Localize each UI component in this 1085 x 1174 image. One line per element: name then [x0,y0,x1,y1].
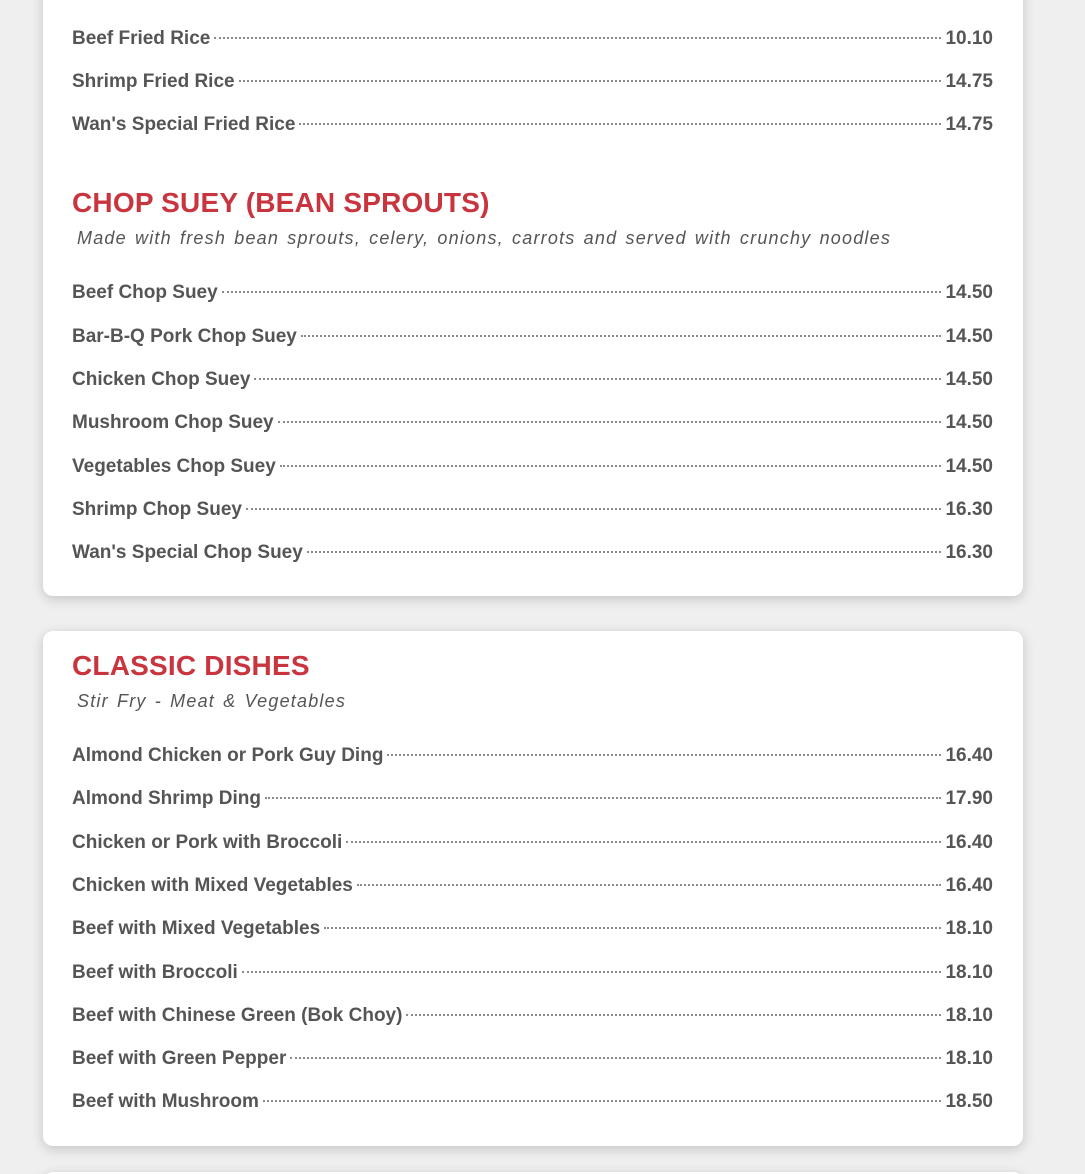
dotted-leader [280,465,942,467]
dotted-leader [242,971,942,973]
menu-item-name: Beef with Chinese Green (Bok Choy) [72,1005,403,1026]
menu-item-price: 18.10 [945,1048,993,1069]
menu-item[interactable] [72,0,993,2]
menu-item[interactable] [72,412,993,436]
menu-item-price: 16.30 [945,499,993,520]
menu-item-price: 10.10 [945,28,993,49]
section-description: Made with fresh bean sprouts, celery, onions, carrots and served with crunchy noodles [77,228,892,248]
menu-item[interactable] [72,918,993,942]
menu-item-price: 16.30 [945,542,993,563]
menu-item-price: 14.75 [945,71,993,92]
section-description: Stir Fry - Meat & Vegetables [77,691,347,711]
dotted-leader [346,841,941,843]
dotted-leader [406,1014,941,1016]
menu-item-name: Shrimp Chop Suey [72,499,242,520]
menu-item-name: Almond Shrimp Ding [72,788,261,809]
menu-item-price: 18.50 [945,1091,993,1112]
dotted-leader [307,551,942,553]
menu-item[interactable] [72,1091,993,1115]
menu-item-name: Chicken or Pork with Broccoli [72,832,343,853]
menu-item-name: Vegetables Chop Suey [72,456,276,477]
dotted-leader [214,37,941,39]
menu-item-price: 14.50 [945,369,993,390]
dotted-leader [301,335,942,337]
dotted-leader [278,421,942,423]
menu-item-name: Wan's Special Fried Rice [72,114,296,135]
menu-item[interactable] [72,499,993,523]
menu-item-name: Chicken with Mixed Vegetables [72,875,353,896]
menu-item-name: Bar-B-Q Pork Chop Suey [72,326,297,347]
dotted-leader [263,1100,942,1102]
menu-item-price: 14.50 [945,326,993,347]
section-title-classic-dishes: CLASSIC DISHES [72,650,310,681]
menu-item[interactable] [72,1048,993,1072]
dotted-leader [239,80,942,82]
menu-item-price: 17.90 [945,788,993,809]
dotted-leader [299,123,941,125]
menu-item-name: Shrimp Fried Rice [72,71,235,92]
menu-item[interactable] [72,369,993,393]
menu-item[interactable] [72,962,993,986]
menu-item-price: 14.75 [945,114,993,135]
menu-item[interactable] [72,456,993,480]
dotted-leader [222,291,942,293]
menu-item[interactable] [72,832,993,856]
menu-item-price: 18.10 [945,962,993,983]
menu-item[interactable] [72,71,993,95]
menu-item-price: 18.10 [945,1005,993,1026]
menu-item[interactable] [72,114,993,138]
menu-item-name: Chicken Chop Suey [72,369,251,390]
menu-item-price: 14.50 [945,282,993,303]
menu-item[interactable] [72,788,993,812]
dotted-leader [357,884,942,886]
menu-item-price: 14.50 [945,456,993,477]
menu-item-price: 16.40 [945,832,993,853]
menu-item-price: 16.40 [945,875,993,896]
menu-item[interactable] [72,282,993,306]
menu-item-price: 16.40 [945,745,993,766]
menu-item[interactable] [72,745,993,769]
menu-item-name: Mushroom Chop Suey [72,412,274,433]
menu-item-name: Beef with Green Pepper [72,1048,287,1069]
menu-item[interactable] [72,326,993,350]
menu-item-name: Wan's Special Chop Suey [72,542,303,563]
menu-item-price: 14.50 [945,412,993,433]
dotted-leader [246,508,941,510]
menu-card-fried-rice-chop-suey [43,0,1023,596]
menu-item-name: Beef with Mushroom [72,1091,259,1112]
menu-item-name: Almond Chicken or Pork Guy Ding [72,745,384,766]
menu-card-classic-dishes [43,631,1023,1146]
dotted-leader [290,1057,941,1059]
menu-item-name: Beef with Broccoli [72,962,238,983]
dotted-leader [254,378,941,380]
section-title-chop-suey: CHOP SUEY (BEAN SPROUTS) [72,187,490,218]
menu-item[interactable] [72,875,993,899]
menu-item[interactable] [72,1005,993,1029]
menu-item-name: Beef Chop Suey [72,282,218,303]
menu-item[interactable] [72,28,993,52]
dotted-leader [265,797,942,799]
menu-item-price: 18.10 [945,918,993,939]
menu-item[interactable] [72,542,993,566]
dotted-leader [324,927,941,929]
dotted-leader [387,754,941,756]
menu-item-name: Beef Fried Rice [72,28,211,49]
menu-item-name: Beef with Mixed Vegetables [72,918,321,939]
